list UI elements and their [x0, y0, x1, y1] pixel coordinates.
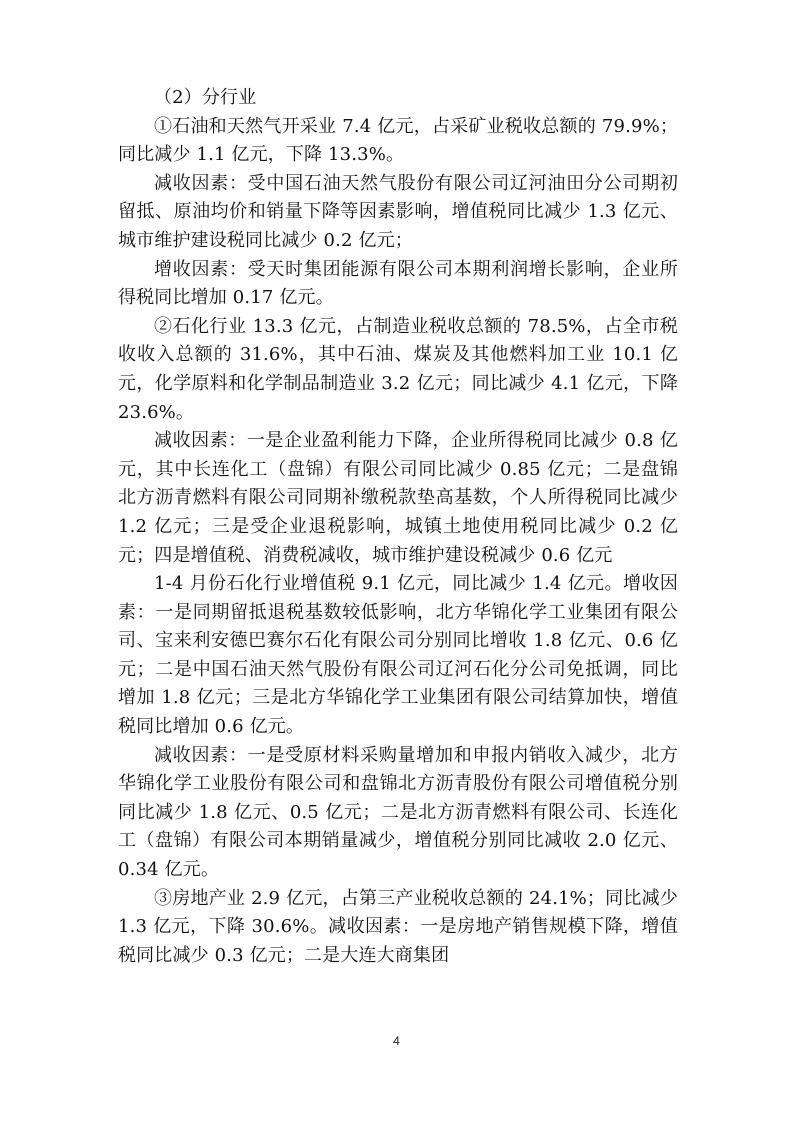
paragraph-oil-gas-decrease-factors: 减收因素：受中国石油天然气股份有限公司辽河油田分公司期初留抵、原油均价和销量下降等因素影响，增值税同比减少 1.3 亿元、城市维护建设税同比减少 0.2 亿元； — [118, 172, 678, 251]
paragraph-oil-gas-increase-factors: 增收因素：受天时集团能源有限公司本期利润增长影响，企业所得税同比增加 0.17 亿元。 — [118, 258, 678, 309]
document-body — [118, 84, 678, 970]
paragraph-petrochemical: ②石化行业 13.3 亿元，占制造业税收总额的 78.5%，占全市税收收入总额的 31.6%，其中石油、煤炭及其他燃料加工业 10.1 亿元，化学原料和化学制品制造业 3.2 亿元；同比减少 4.1 亿元，下降 23.6%。 — [118, 315, 678, 423]
page-number: 4 — [393, 1034, 400, 1048]
paragraph-petrochemical-vat: 1-4 月份石化行业增值税 9.1 亿元，同比减少 1.4 亿元。增收因素：一是同期留抵退税基数较低影响，北方华锦化学工业集团有限公司、宝来利安德巴赛尔石化有限公司分别同比增收 1.8 亿元、0.6 亿元；二是中国石油天然气股份有限公司辽河石化分公司免抵调，同比增加 1.8 亿元；三是北方华锦化学工业集团有限公司结算加快，增值税同比增加 0.6 亿元。 — [118, 573, 678, 738]
paragraph-oil-gas: ①石油和天然气开采业 7.4 亿元，占采矿业税收总额的 79.9%；同比减少 1.1 亿元，下降 13.3%。 — [118, 115, 678, 166]
paragraph-real-estate: ③房地产业 2.9 亿元，占第三产业税收总额的 24.1%；同比减少 1.3 亿元，下降 30.6%。减收因素：一是房地产销售规模下降，增值税同比减少 0.3 亿元；二是大连大商集团 — [118, 887, 678, 966]
paragraph-petrochemical-decrease-factors: 减收因素：一是企业盈利能力下降，企业所得税同比减少 0.8 亿元，其中长连化工（盘锦）有限公司同比减少 0.85 亿元；二是盘锦北方沥青燃料有限公司同期补缴税款垫高基数，个人所得税同比减少 1.2 亿元；三是受企业退税影响，城镇土地使用税同比减少 0.2 亿元；四是增值税、消费税减收，城市维护建设税减少 0.6 亿元 — [118, 430, 678, 566]
paragraph-petrochemical-vat-decrease: 减收因素：一是受原材料采购量增加和申报内销收入减少，北方华锦化学工业股份有限公司和盘锦北方沥青股份有限公司增值税分别同比减少 1.8 亿元、0.5 亿元；二是北方沥青燃料有限公司、长连化工（盘锦）有限公司本期销量减少，增值税分别同比减收 2.0 亿元、0.34 亿元。 — [118, 744, 678, 881]
section-heading: （2）分行业 — [154, 87, 257, 108]
